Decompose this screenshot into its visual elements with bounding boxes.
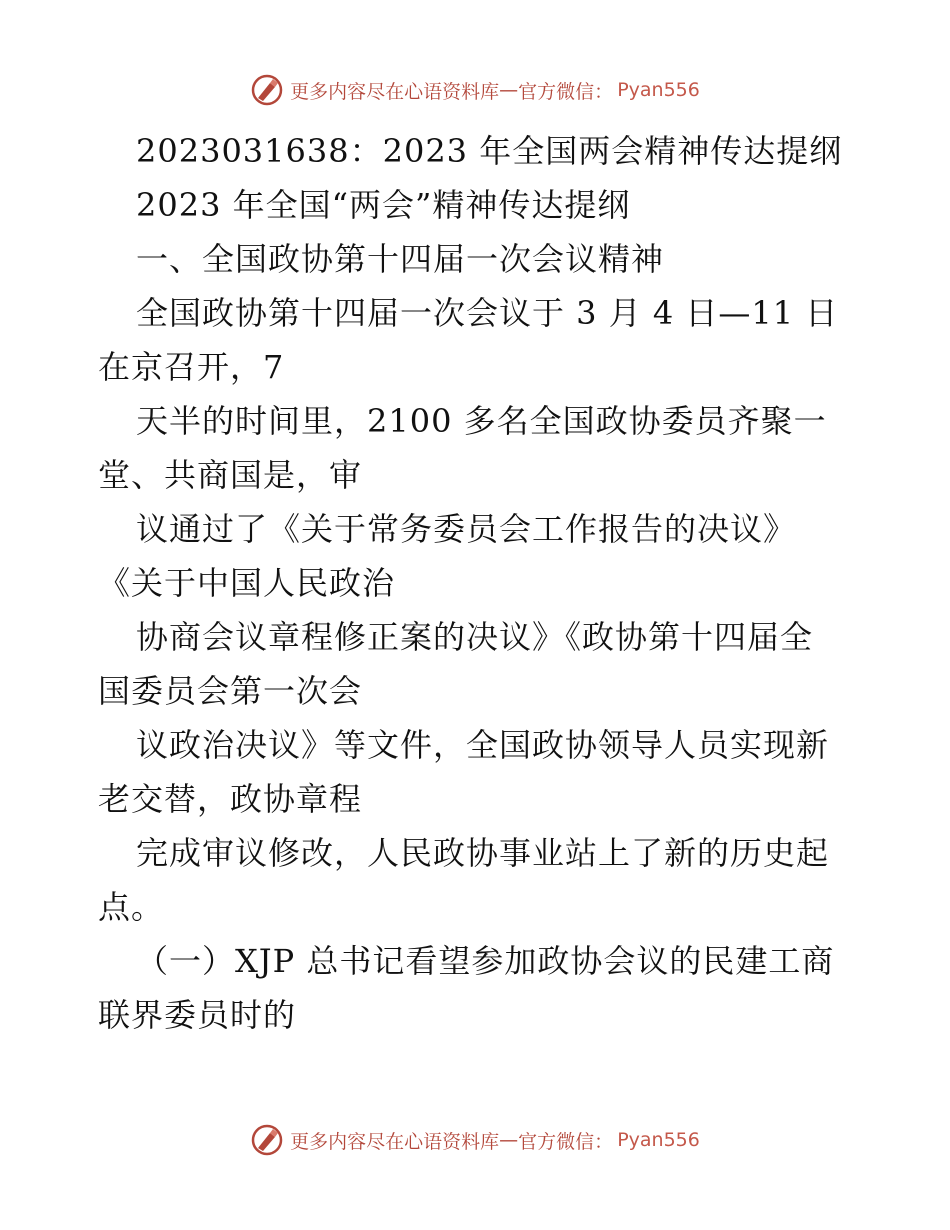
- paragraph-line: 堂、共商国是，审: [98, 456, 363, 494]
- separator: —: [499, 1129, 519, 1151]
- paragraph-line: 国委员会第一次会: [98, 672, 363, 710]
- pen-logo-icon: [250, 73, 284, 107]
- wechat-id: Pyan556: [617, 1129, 700, 1151]
- document-subtitle: 2023 年全国“两会”精神传达提纲: [136, 186, 631, 224]
- paragraph-line: 完成审议修改，人民政协事业站上了新的历史起: [136, 834, 830, 872]
- paragraph-line: 天半的时间里，2100 多名全国政协委员齐聚一: [136, 402, 827, 440]
- paragraph-line: 联界委员时的: [98, 996, 297, 1034]
- separator: —: [499, 79, 519, 101]
- pen-logo-icon: [250, 1123, 284, 1157]
- paragraph-line: 《关于中国人民政治: [98, 564, 396, 602]
- paragraph-line: 全国政协第十四届一次会议于 3 月 4 日—11 日: [136, 294, 839, 332]
- paragraph-line: 议通过了《关于常务委员会工作报告的决议》: [136, 510, 797, 548]
- wechat-id: Pyan556: [617, 79, 700, 101]
- brand-text: 更多内容尽在心语资料库: [290, 80, 500, 103]
- paragraph-line: 议政治决议》等文件，全国政协领导人员实现新: [136, 726, 830, 764]
- paragraph-line: 在京召开，7: [98, 348, 285, 386]
- paragraph-line: 点。: [98, 888, 165, 926]
- document-title: 2023031638：2023 年全国两会精神传达提纲: [136, 132, 843, 170]
- official-label: 官方微信：: [518, 1130, 614, 1153]
- header-watermark: [0, 70, 950, 110]
- subsection-heading: （一）XJP 总书记看望参加政协会议的民建工商: [136, 942, 835, 980]
- official-label: 官方微信：: [518, 80, 614, 103]
- brand-text: 更多内容尽在心语资料库: [290, 1130, 500, 1153]
- footer-watermark: [0, 1120, 950, 1160]
- paragraph-line: 协商会议章程修正案的决议》《政协第十四届全: [136, 618, 814, 656]
- section-heading: 一、全国政协第十四届一次会议精神: [136, 240, 665, 278]
- document-body: [98, 124, 858, 1042]
- paragraph-line: 老交替，政协章程: [98, 780, 363, 818]
